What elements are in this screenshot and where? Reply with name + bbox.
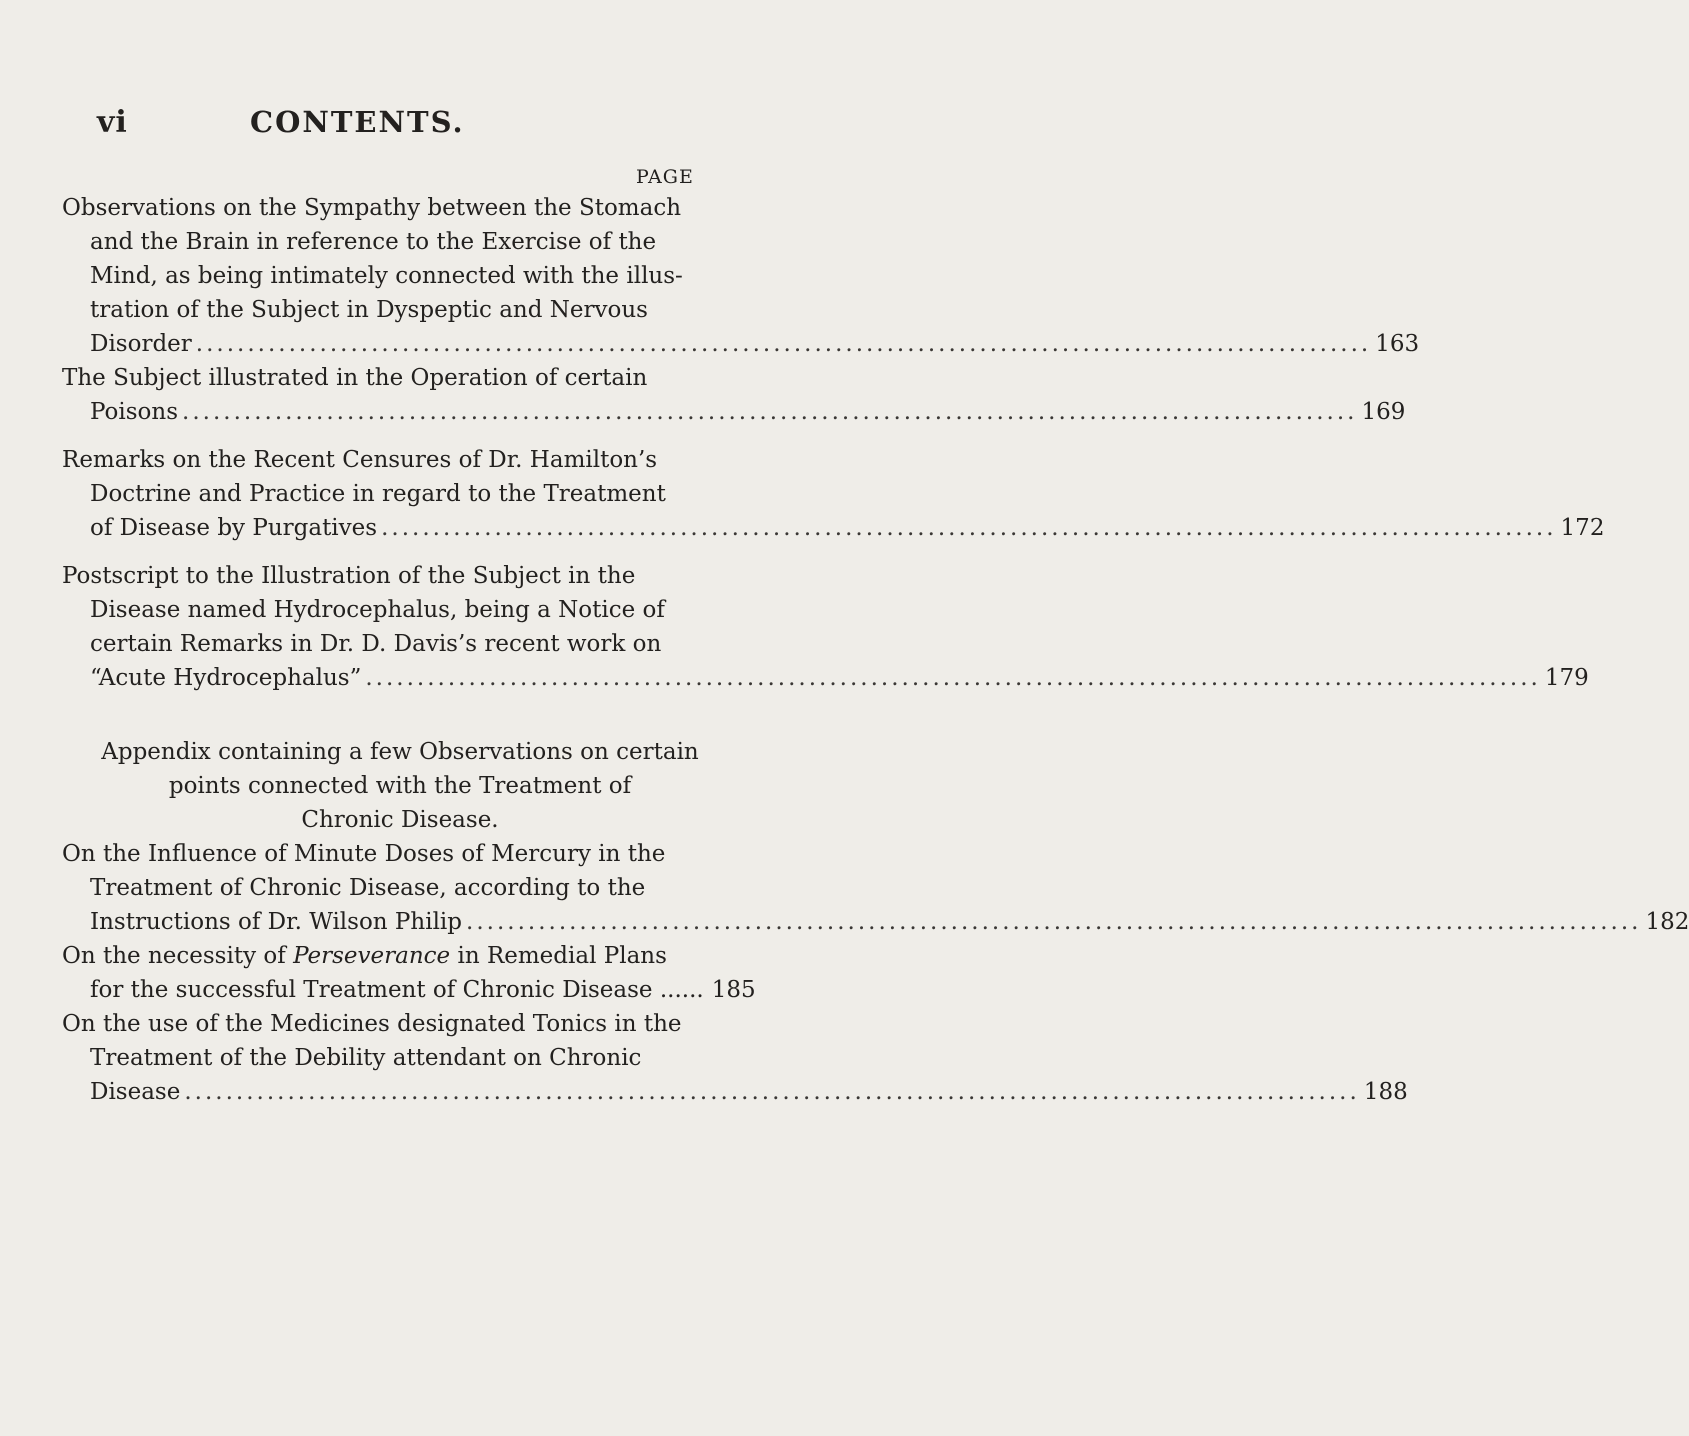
leader-dots: ..................................................................................................................	[365, 665, 1541, 691]
entry-text: Disease	[90, 1079, 181, 1105]
leader-dots: ..................................................................................................................	[182, 399, 1358, 425]
entry-last-line	[90, 976, 756, 1004]
leader-dots: ..................................................................................................................	[381, 515, 1557, 541]
entry-line: certain Remarks in Dr. D. Davis’s recent work on	[90, 631, 662, 657]
entry-line: On the Influence of Minute Doses of Mercury in the	[62, 841, 666, 867]
entry-line: Remarks on the Recent Censures of Dr. Hamilton’s	[62, 447, 658, 473]
entry-line: On the use of the Medicines designated Tonics in the	[62, 1011, 682, 1037]
entry-line: Postscript to the Illustration of the Subject in the	[62, 563, 636, 589]
entry-line: Observations on the Sympathy between the Stomach	[62, 195, 682, 221]
entry-last-line	[90, 908, 1689, 936]
entry-text-italic: Perseverance	[293, 943, 451, 969]
entry-line: and the Brain in reference to the Exercise of the	[90, 229, 657, 255]
leader-dots: ..................................................................................................................	[195, 331, 1372, 357]
leader-dots: ..................................................................................................................	[466, 909, 1642, 935]
entry-line: Disease named Hydrocephalus, being a Notice of	[90, 597, 665, 623]
entry-line: tration of the Subject in Dyspeptic and Nervous	[90, 297, 648, 323]
page-ref: 179	[1544, 665, 1589, 691]
appendix-heading-line: Chronic Disease.	[301, 807, 499, 833]
page-ref: 169	[1361, 399, 1406, 425]
page-ref: 182	[1645, 909, 1689, 935]
page-number: vi	[97, 105, 128, 140]
running-title: CONTENTS.	[250, 105, 465, 139]
entry-last-line	[90, 330, 1420, 358]
entry-text-part: On the necessity of	[62, 943, 294, 969]
entry-text: “Acute Hydrocephalus”	[90, 665, 362, 691]
appendix-heading-line: points connected with the Treatment of	[168, 773, 632, 799]
page-header	[0, 105, 800, 145]
leader-dots: ..................................................................................................................	[184, 1079, 1360, 1105]
page-ref: 172	[1560, 515, 1605, 541]
entry-text: for the successful Treatment of Chronic Disease ......	[90, 977, 704, 1003]
entry-last-line	[90, 514, 1605, 542]
entry-text: Instructions of Dr. Wilson Philip	[90, 909, 463, 935]
page-ref: 185	[711, 977, 756, 1003]
entry-last-line	[90, 1078, 1408, 1106]
entry-line: Doctrine and Practice in regard to the Treatment	[90, 481, 666, 507]
entry-text-part: in Remedial Plans	[450, 943, 667, 969]
entry-text: Disorder	[90, 331, 192, 357]
entry-line	[62, 942, 667, 970]
appendix-heading-line: Appendix containing a few Observations on certain	[101, 739, 699, 765]
entry-text: of Disease by Purgatives	[90, 515, 378, 541]
entry-line: Mind, as being intimately connected with the illus-	[90, 263, 683, 289]
entry-line: Treatment of the Debility attendant on Chronic	[90, 1045, 642, 1071]
page-ref: 188	[1363, 1079, 1408, 1105]
entry-last-line	[90, 398, 1406, 426]
page-ref: 163	[1375, 331, 1420, 357]
entry-last-line	[90, 664, 1589, 692]
entry-line: Treatment of Chronic Disease, according to the	[90, 875, 646, 901]
entry-text: Poisons	[90, 399, 179, 425]
entry-line: The Subject illustrated in the Operation of certain	[62, 365, 648, 391]
page-column-label: PAGE	[636, 166, 694, 188]
